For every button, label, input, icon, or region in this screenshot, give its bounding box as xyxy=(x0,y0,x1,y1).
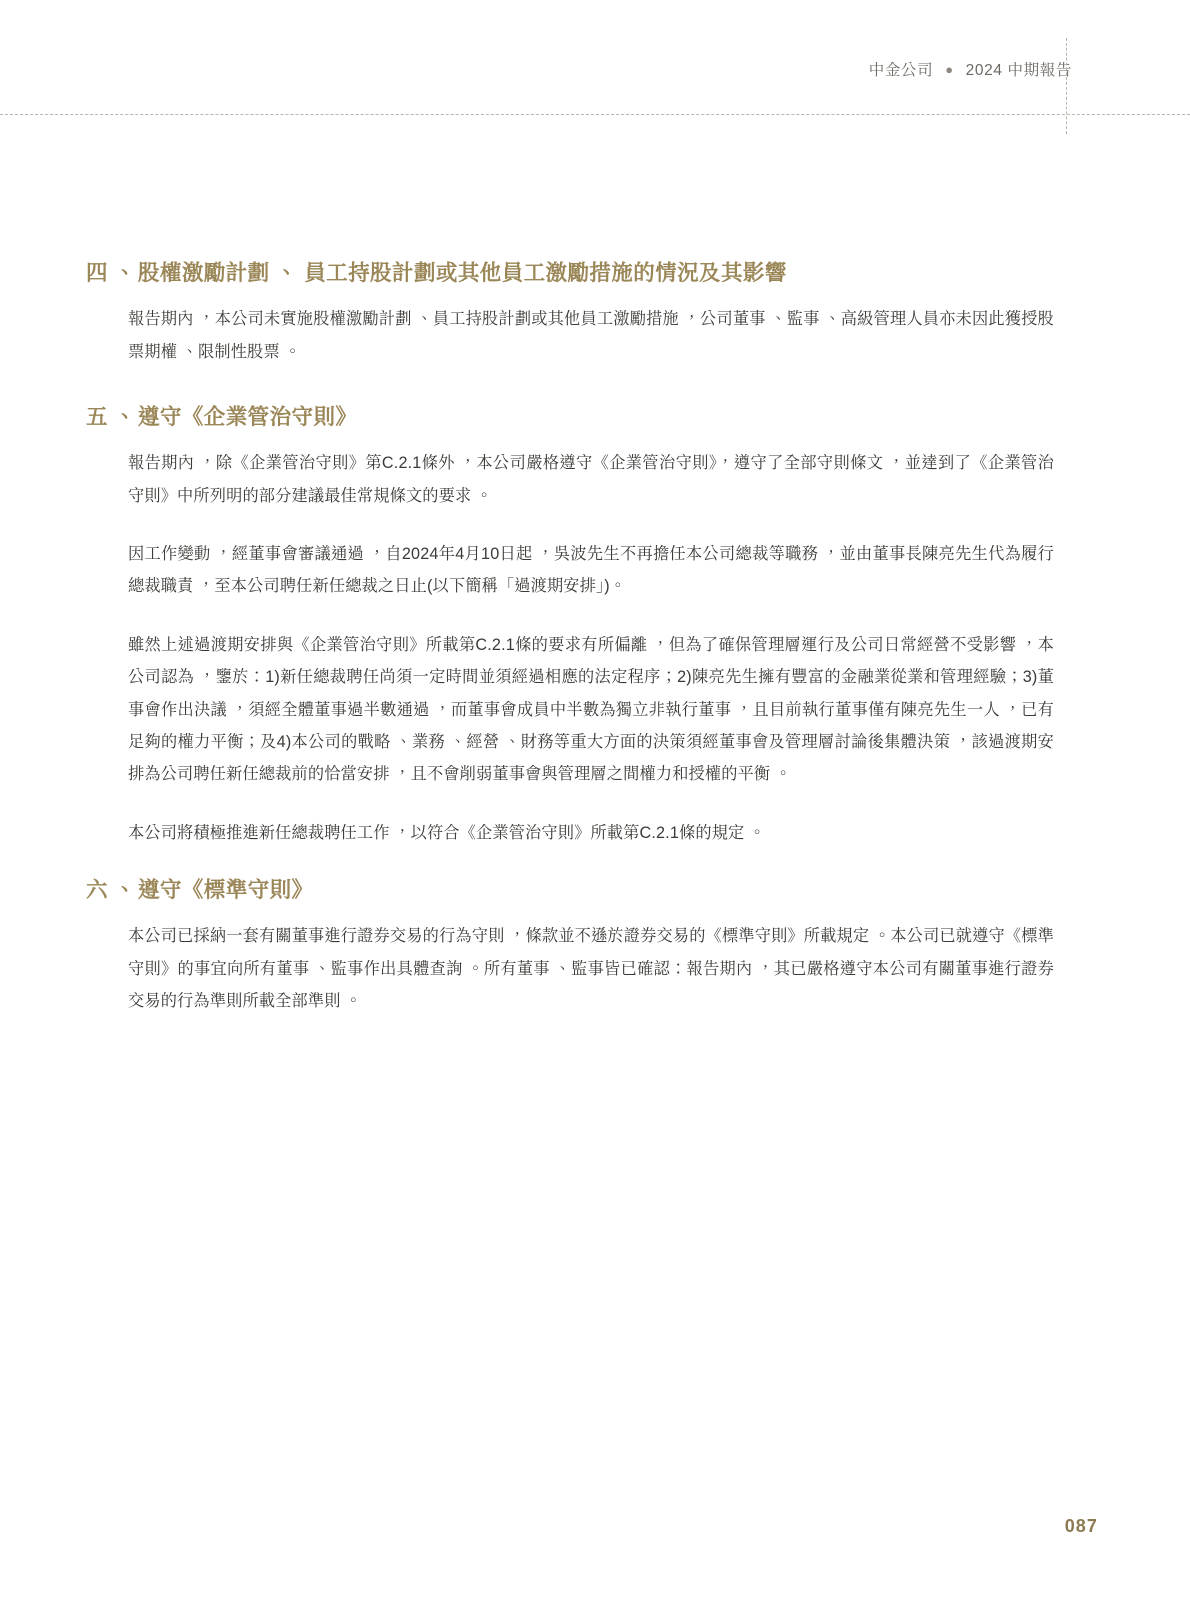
section-heading-5 xyxy=(86,402,1054,433)
section-number-4: 四 、 xyxy=(86,261,137,285)
section-spacer xyxy=(86,368,1054,402)
section-heading-6 xyxy=(86,875,1054,906)
section-title-5: 遵守《企業管治守則》 xyxy=(138,404,358,429)
paragraph: 報告期內 ，除《企業管治守則》第C.2.1條外 ，本公司嚴格遵守《企業管治守則》，遵守了全部守則條文 ，並達到了《企業管治守則》中所列明的部分建議最佳常規條文的要求 。 xyxy=(128,454,1054,505)
header-company: 中金公司 xyxy=(868,62,934,79)
running-header xyxy=(869,58,1072,80)
section-title-6: 遵守《標準守則》 xyxy=(138,878,314,903)
section-body-6 xyxy=(86,920,1054,1017)
section-number-6: 六 、 xyxy=(86,878,137,903)
header-report-name: 2024 中期報告 xyxy=(965,62,1072,79)
section-body-4 xyxy=(86,303,1054,368)
section-body-5 xyxy=(86,447,1054,849)
section-heading-4 xyxy=(86,258,1054,289)
section-spacer xyxy=(86,849,1054,875)
paragraph: 本公司已採納一套有關董事進行證券交易的行為守則 ，條款並不遜於證券交易的《標準守則》所載規定 。本公司已就遵守《標準守則》的事宜向所有董事 、監事作出具體查詢 。所有董事 、監事皆已確認：報告期內 ，其已嚴格遵守本公司有關董事進行證券交易的行為準則所載全部準則 。 xyxy=(128,927,1054,1011)
header-dashed-tick xyxy=(1066,38,1067,134)
header-dashed-rule xyxy=(0,114,1190,115)
paragraph: 報告期內 ，本公司未實施股權激勵計劃 、員工持股計劃或其他員工激勵措施 ，公司董事 、監事 、高級管理人員亦未因此獲授股票期權 、限制性股票 。 xyxy=(128,310,1054,361)
page-number: 087 xyxy=(1064,1516,1098,1536)
header-separator-dot: ● xyxy=(945,62,954,77)
section-title-4: 股權激勵計劃 、 員工持股計劃或其他員工激勵措施的情況及其影響 xyxy=(138,261,787,285)
section-number-5: 五 、 xyxy=(86,404,137,429)
paragraph: 本公司將積極推進新任總裁聘任工作 ，以符合《企業管治守則》所載第C.2.1條的規定 。 xyxy=(128,823,766,842)
paragraph: 因工作變動 ，經董事會審議通過 ，自2024年4月10日起 ，吳波先生不再擔任本公司總裁等職務 ，並由董事長陳亮先生代為履行總裁職責 ，至本公司聘任新任總裁之日止(以下簡稱「過渡期安排」)。 xyxy=(128,544,1054,596)
page-content xyxy=(86,258,1054,1018)
paragraph: 雖然上述過渡期安排與《企業管治守則》所載第C.2.1條的要求有所偏離 ，但為了確保管理層運行及公司日常經營不受影響 ，本公司認為 ，鑒於：1)新任總裁聘任尚須一定時間並須經過相應的法定程序；2)陳亮先生擁有豐富的金融業從業和管理經驗；3)董事會作出決議 ，須經全體董事過半數通過 ，而董事會成員中半數為獨立非執行董事 ，且目前執行董事僅有陳亮先生一人 ，已有足夠的權力平衡；及4)本公司的戰略 、業務 、經營 、財務等重大方面的決策須經董事會及管理層討論後集體決策 ，該過渡期安排為公司聘任新任總裁前的恰當安排 ，且不會削弱董事會與管理層之間權力和授權的平衡 。 xyxy=(128,635,1054,784)
